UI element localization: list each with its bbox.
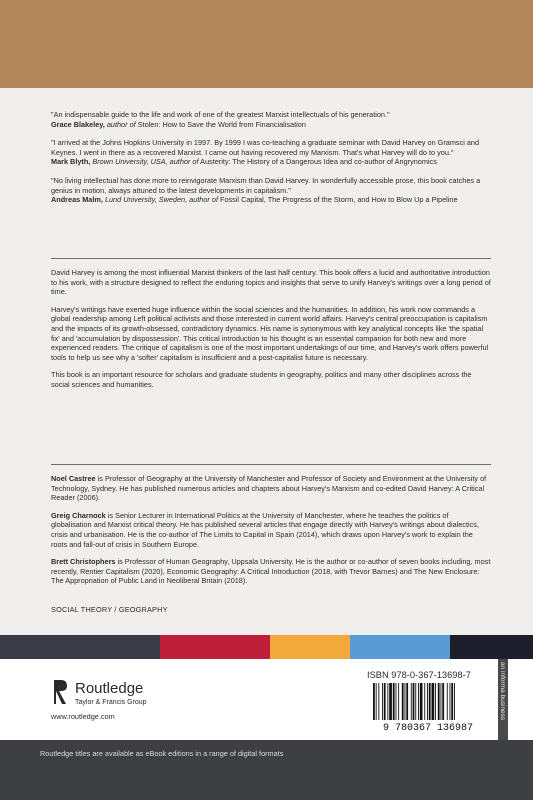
footer-band — [0, 740, 533, 800]
barcode-bar — [382, 683, 383, 720]
description-paragraph: This book is an important resource for scholars and graduate students in geography, politics and many other disciplines across the social sciences and humanities. — [51, 370, 472, 389]
barcode-bar — [415, 683, 416, 720]
informa-tag: an informa business — [498, 659, 508, 740]
description-paragraph: Harvey's writings have exerted huge influence within the social sciences and the humanities. In addition, his work now commands a global readership among Left political activists and those interested in current world affairs. Harvey's central preoccupation is capitalism and the impacts of its growth-obsessed, contradictory dynamics. His name is synonymous with key analytical concepts like 'the spatial fix' and 'accumulation by dispossession'. This critical introduction to his thought is an essential companion for both new and more experienced readers. The critique of capitalism is one of the most important undertakings of our time, and Harvey's work offers powerful tools to help us see why a 'softer' capitalism is insufficient and a post-capitalist future is necessary. — [51, 304, 489, 362]
author-bios — [51, 474, 491, 594]
barcode-bar — [406, 683, 408, 720]
barcode-bar — [387, 683, 388, 720]
ebook-notice: Routledge titles are available as eBook editions in a range of digital formats — [40, 749, 284, 758]
barcode-bar — [432, 683, 435, 720]
barcode — [367, 683, 489, 731]
barcode-bar — [429, 683, 431, 720]
book-description — [51, 268, 491, 398]
barcode-bar — [427, 683, 428, 720]
publisher-group: Taylor & Francis Group — [75, 699, 147, 706]
barcode-bar — [450, 683, 451, 720]
description-paragraph: David Harvey is among the most influential Marxist thinkers of the last half century. This book offers a lucid and authoritative introduction to his work, with a structure designed to reflect the enduring topics and insights that serve to unify Harvey's writings over a long period of time. — [51, 268, 491, 297]
endorsement-quote — [51, 138, 491, 167]
quote-text: "I arrived at the Johns Hopkins University in 1997. By 1999 I was co-teaching a graduate seminar with David Harvey on Gramsci and Keynes. I went in there as a recovered Marxist. I came out having recovered my Marxism. That's what Harvey will do to you." — [51, 138, 480, 157]
barcode-bar — [451, 683, 453, 720]
barcode-bar — [418, 683, 419, 720]
barcode-bar — [402, 683, 404, 720]
barcode-bar — [435, 683, 436, 720]
barcode-bar — [384, 683, 386, 720]
barcode-bar — [396, 683, 397, 720]
publisher-name: Routledge — [75, 680, 144, 697]
author-bio: Greig Charnock is Senior Lecturer in International Politics at the University of Manchester, where he teaches the politics of globalisation and Marxist critical theory. He has published several articles that engage directly with Harvey's writings about dialectics, crisis and urbanisation. He is the co-author of The Limits to Capital in Spain (2014), which draws upon Harvey's work to explain the roots and fall-out of crisis in Southern Europe. — [51, 510, 479, 549]
author-bio: Noel Castree is Professor of Geography at the University of Manchester and Professor of Society and Environment at the University of Technology, Sydney. He has published numerous articles and chapters about Harvey's Marxism and co-edited David Harvey: A Critical Reader (2006). — [51, 474, 487, 503]
quote-attribution: Andreas Malm, Lund University, Sweden, author of Fossil Capital, The Progress of the Storm, and How to Blow Up a Pipeline — [51, 195, 458, 205]
barcode-bar — [373, 683, 375, 720]
barcode-bar — [447, 683, 448, 720]
author-bio: Brett Christophers is Professor of Human Geography, Uppsala University. He is the author or co-author of seven books including, most recently, Rentier Capitalism (2020), Economic Geography: A Critical Introduction (2018, with Trevor Barnes) and The New Enclosure: The Appropriation of Public Land in Neoliberal Britain (2018). — [51, 557, 491, 586]
barcode-bar — [413, 683, 415, 720]
section-divider — [51, 258, 491, 259]
barcode-bar — [454, 683, 455, 720]
endorsement-quote — [51, 176, 491, 205]
quote-text: "An indispensable guide to the life and work of one of the greatest Marxist intellectuals of his generation." — [51, 110, 390, 119]
barcode-bar — [424, 683, 425, 720]
barcode-bar — [442, 683, 444, 720]
quote-attribution: Mark Blyth, Brown University, USA, author of Austerity: The History of a Dangerous Idea and co-author of Angrynomics — [51, 157, 437, 167]
color-stripe-bar — [0, 635, 533, 659]
quote-attribution: Grace Blakeley, author of Stolen: How to Save the World from Financialisation — [51, 119, 306, 129]
barcode-bar — [378, 683, 379, 720]
back-cover-text — [51, 110, 491, 214]
barcode-bar — [389, 683, 392, 720]
barcode-bar — [411, 683, 412, 720]
barcode-bar — [405, 683, 406, 720]
barcode-digits: 9 780367 136987 — [382, 723, 474, 731]
barcode-bar — [398, 683, 399, 720]
barcode-bar — [441, 683, 442, 720]
isbn-label: ISBN 978-0-367-13698-7 — [367, 670, 471, 680]
barcode-bar — [438, 683, 440, 720]
routledge-logo-icon — [51, 678, 69, 706]
barcode-bar — [420, 683, 423, 720]
quote-text: "No living intellectual has done more to reinvigorate Marxism than David Harvey. In wonderfully accessible prose, this book catches a genius in motion, always attuned to the latest developments in capitalism." — [51, 175, 481, 195]
barcode-bar — [393, 683, 395, 720]
cover-top-band — [0, 0, 533, 88]
barcode-bar — [376, 683, 377, 720]
section-divider — [51, 464, 491, 465]
endorsement-quote — [51, 110, 491, 129]
publisher-website[interactable]: www.routledge.com — [51, 712, 115, 721]
subject-category: SOCIAL THEORY / GEOGRAPHY — [51, 605, 168, 614]
